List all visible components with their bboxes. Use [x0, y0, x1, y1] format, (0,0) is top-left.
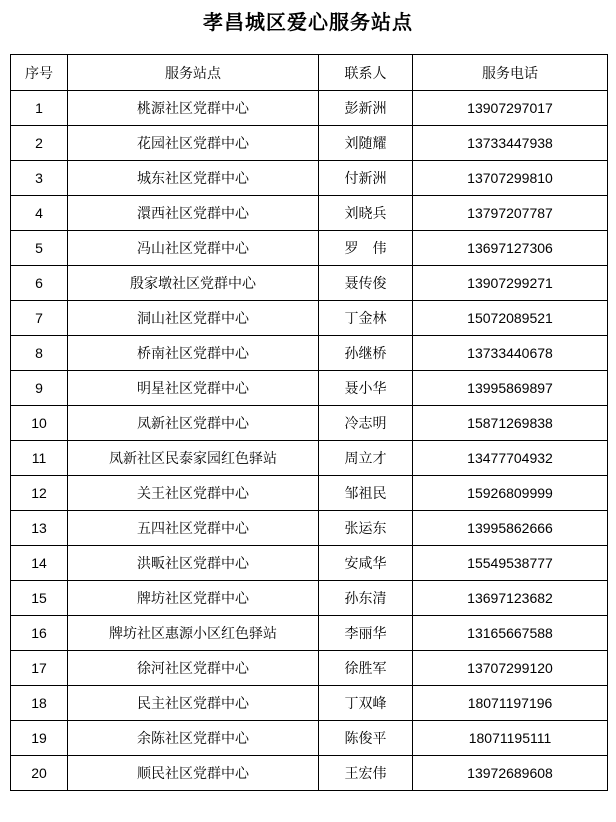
- cell-service-phone: 13707299120: [413, 651, 608, 686]
- cell-serial-number: 18: [11, 686, 68, 721]
- cell-service-station: 关王社区党群中心: [68, 476, 319, 511]
- cell-contact-person: 孙继桥: [319, 336, 413, 371]
- table-row: [11, 231, 608, 266]
- cell-service-phone: 13697123682: [413, 581, 608, 616]
- cell-contact-person: 陈俊平: [319, 721, 413, 756]
- cell-serial-number: 20: [11, 756, 68, 791]
- cell-service-station: 殷家墩社区党群中心: [68, 266, 319, 301]
- cell-service-phone: 13697127306: [413, 231, 608, 266]
- cell-service-phone: 18071195111: [413, 721, 608, 756]
- cell-service-station: 凤新社区民泰家园红色驿站: [68, 441, 319, 476]
- cell-serial-number: 15: [11, 581, 68, 616]
- table-row: [11, 756, 608, 791]
- cell-service-phone: 13907299271: [413, 266, 608, 301]
- cell-service-phone: 13733440678: [413, 336, 608, 371]
- cell-contact-person: 张运东: [319, 511, 413, 546]
- table-body: [11, 91, 608, 791]
- cell-service-station: 花园社区党群中心: [68, 126, 319, 161]
- cell-service-station: 五四社区党群中心: [68, 511, 319, 546]
- cell-serial-number: 14: [11, 546, 68, 581]
- cell-service-phone: 18071197196: [413, 686, 608, 721]
- cell-service-phone: 15871269838: [413, 406, 608, 441]
- cell-service-station: 桃源社区党群中心: [68, 91, 319, 126]
- cell-service-phone: 13477704932: [413, 441, 608, 476]
- cell-serial-number: 10: [11, 406, 68, 441]
- cell-serial-number: 11: [11, 441, 68, 476]
- cell-serial-number: 2: [11, 126, 68, 161]
- cell-contact-person: 彭新洲: [319, 91, 413, 126]
- table-row: [11, 651, 608, 686]
- cell-service-phone: 13995862666: [413, 511, 608, 546]
- cell-service-phone: 13907297017: [413, 91, 608, 126]
- cell-contact-person: 刘随耀: [319, 126, 413, 161]
- cell-contact-person: 聂小华: [319, 371, 413, 406]
- header-serial-number: 序号: [11, 55, 68, 91]
- table-row: [11, 546, 608, 581]
- cell-serial-number: 5: [11, 231, 68, 266]
- table-header-row: [11, 55, 608, 91]
- table-row: [11, 721, 608, 756]
- cell-service-station: 徐河社区党群中心: [68, 651, 319, 686]
- cell-service-phone: 13797207787: [413, 196, 608, 231]
- cell-contact-person: 周立才: [319, 441, 413, 476]
- cell-service-phone: 13972689608: [413, 756, 608, 791]
- table-row: [11, 476, 608, 511]
- cell-service-phone: 15072089521: [413, 301, 608, 336]
- cell-service-phone: 13995869897: [413, 371, 608, 406]
- cell-service-phone: 13707299810: [413, 161, 608, 196]
- cell-contact-person: 付新洲: [319, 161, 413, 196]
- cell-serial-number: 7: [11, 301, 68, 336]
- cell-service-station: 牌坊社区党群中心: [68, 581, 319, 616]
- cell-contact-person: 孙东清: [319, 581, 413, 616]
- table-row: [11, 126, 608, 161]
- cell-service-phone: 15926809999: [413, 476, 608, 511]
- cell-service-station: 冯山社区党群中心: [68, 231, 319, 266]
- table-row: [11, 336, 608, 371]
- cell-serial-number: 19: [11, 721, 68, 756]
- cell-serial-number: 8: [11, 336, 68, 371]
- table-row: [11, 161, 608, 196]
- cell-contact-person: 徐胜军: [319, 651, 413, 686]
- header-service-phone: 服务电话: [413, 55, 608, 91]
- table-row: [11, 266, 608, 301]
- cell-contact-person: 罗 伟: [319, 231, 413, 266]
- table-row: [11, 441, 608, 476]
- cell-serial-number: 4: [11, 196, 68, 231]
- header-contact-person: 联系人: [319, 55, 413, 91]
- cell-service-station: 洪畈社区党群中心: [68, 546, 319, 581]
- cell-contact-person: 冷志明: [319, 406, 413, 441]
- service-stations-table: [10, 54, 608, 791]
- cell-service-station: 民主社区党群中心: [68, 686, 319, 721]
- cell-service-phone: 13165667588: [413, 616, 608, 651]
- cell-serial-number: 3: [11, 161, 68, 196]
- cell-serial-number: 9: [11, 371, 68, 406]
- cell-service-station: 洞山社区党群中心: [68, 301, 319, 336]
- cell-contact-person: 丁双峰: [319, 686, 413, 721]
- cell-service-station: 明星社区党群中心: [68, 371, 319, 406]
- cell-service-phone: 15549538777: [413, 546, 608, 581]
- cell-service-station: 顺民社区党群中心: [68, 756, 319, 791]
- table-row: [11, 301, 608, 336]
- cell-service-phone: 13733447938: [413, 126, 608, 161]
- cell-service-station: 凤新社区党群中心: [68, 406, 319, 441]
- cell-service-station: 余陈社区党群中心: [68, 721, 319, 756]
- cell-contact-person: 邹祖民: [319, 476, 413, 511]
- header-service-station: 服务站点: [68, 55, 319, 91]
- cell-serial-number: 1: [11, 91, 68, 126]
- cell-service-station: 牌坊社区惠源小区红色驿站: [68, 616, 319, 651]
- table-row: [11, 686, 608, 721]
- cell-contact-person: 聂传俊: [319, 266, 413, 301]
- table-row: [11, 91, 608, 126]
- cell-serial-number: 12: [11, 476, 68, 511]
- table-row: [11, 581, 608, 616]
- cell-service-station: 桥南社区党群中心: [68, 336, 319, 371]
- cell-serial-number: 17: [11, 651, 68, 686]
- table-row: [11, 406, 608, 441]
- cell-contact-person: 刘晓兵: [319, 196, 413, 231]
- table-row: [11, 371, 608, 406]
- page-title: 孝昌城区爱心服务站点: [203, 10, 413, 34]
- cell-contact-person: 安咸华: [319, 546, 413, 581]
- table-row: [11, 616, 608, 651]
- cell-contact-person: 李丽华: [319, 616, 413, 651]
- cell-contact-person: 丁金林: [319, 301, 413, 336]
- cell-serial-number: 13: [11, 511, 68, 546]
- cell-contact-person: 王宏伟: [319, 756, 413, 791]
- cell-serial-number: 6: [11, 266, 68, 301]
- table-row: [11, 511, 608, 546]
- cell-service-station: 城东社区党群中心: [68, 161, 319, 196]
- cell-service-station: 澴西社区党群中心: [68, 196, 319, 231]
- cell-serial-number: 16: [11, 616, 68, 651]
- table-row: [11, 196, 608, 231]
